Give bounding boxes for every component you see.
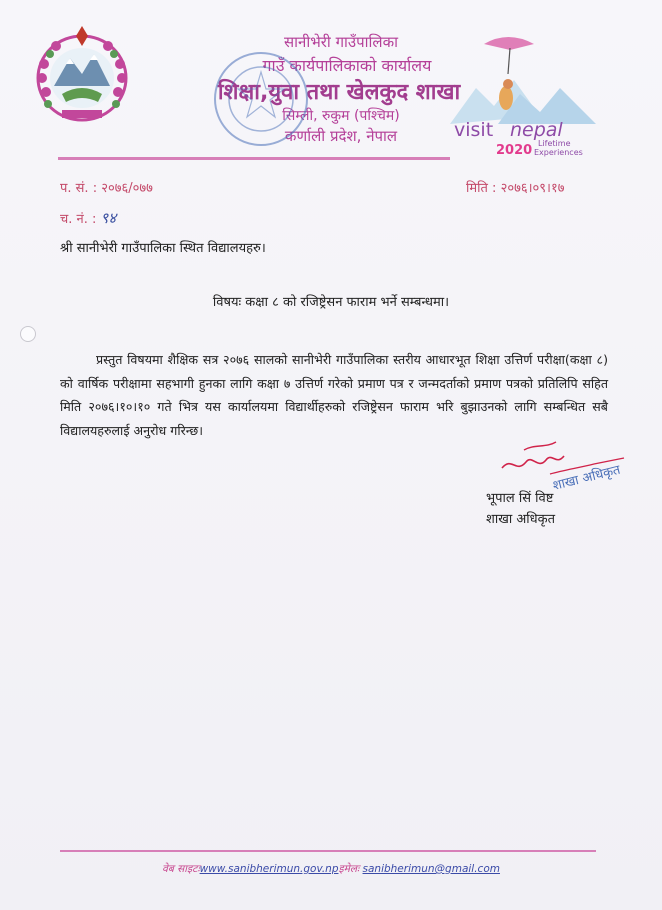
footer-divider	[60, 850, 596, 852]
website-link[interactable]: www.sanibherimun.gov.np	[199, 863, 339, 875]
subject: विषयः कक्षा ८ को रजिष्ट्रेसन फाराम भर्ने सम्बन्धमा।	[212, 295, 450, 310]
email-link[interactable]: sanibherimun@gmail.com	[362, 863, 500, 875]
punch-hole	[20, 326, 36, 342]
website-label: वेब साइटः	[162, 863, 200, 875]
letter-body: प्रस्तुत विषयमा शैक्षिक सत्र २०७६ सालको सानीभेरी गाउँपालिका स्तरीय आधारभूत शिक्षा उत्तिर्ण परीक्षा(कक्षा ८) को वार्षिक परीक्षामा सहभागी हुनका लागि कक्षा ७ उत्तिर्ण गरेको प्रमाण पत्र र जन्मदर्ताको प्रमाण पत्रको प्रतिलिपि सहित मिति २०७६।१०।१० गते भित्र यस कार्यालयमा विद्यार्थीहरुको रजिष्ट्रेसन फाराम भरि बुझाउनको लागि सम्बन्धित सबै विद्यालयहरुलाई अनुरोध गरिन्छ।	[60, 352, 608, 438]
recipient: श्री सानीभेरी गाउँपालिका स्थित विद्यालयहरु।	[60, 241, 266, 256]
officer-stamp: शाखा अधिकृत	[551, 462, 622, 494]
header-province: कर्णाली प्रदेश, नेपाल	[284, 127, 398, 145]
tagline-2: Experiences	[534, 148, 583, 157]
header-branch: शिक्षा,युवा तथा खेलकुद शाखा	[217, 80, 461, 105]
footer	[0, 862, 662, 876]
tagline-1: Lifetime	[538, 139, 571, 148]
signer-name: भूपाल सिं विष्ट	[486, 491, 554, 506]
year-text: 2020	[496, 143, 533, 158]
header-municipality: सानीभेरी गाउँपालिका	[284, 33, 398, 51]
office-stamp-icon	[206, 44, 316, 154]
header-office: गाउँ कार्यपालिकाको कार्यालय	[262, 56, 432, 75]
dispatch-label: च. नं. :	[60, 212, 97, 227]
reference-number: प. सं. : २०७६/०७७	[60, 181, 153, 196]
email-label: इमेलः	[338, 863, 360, 875]
visit-text: visit	[454, 119, 494, 141]
dispatch-value: ९४	[100, 209, 117, 227]
dispatch-number	[60, 208, 116, 228]
header-location: सिम्ली, रुकुम (पश्चिम)	[282, 108, 400, 124]
header-divider	[58, 157, 450, 160]
letter-date: मिति : २०७६।०९।१७	[466, 181, 565, 196]
signer-title: शाखा अधिकृत	[486, 512, 556, 527]
nepal-text: nepal	[510, 119, 563, 141]
